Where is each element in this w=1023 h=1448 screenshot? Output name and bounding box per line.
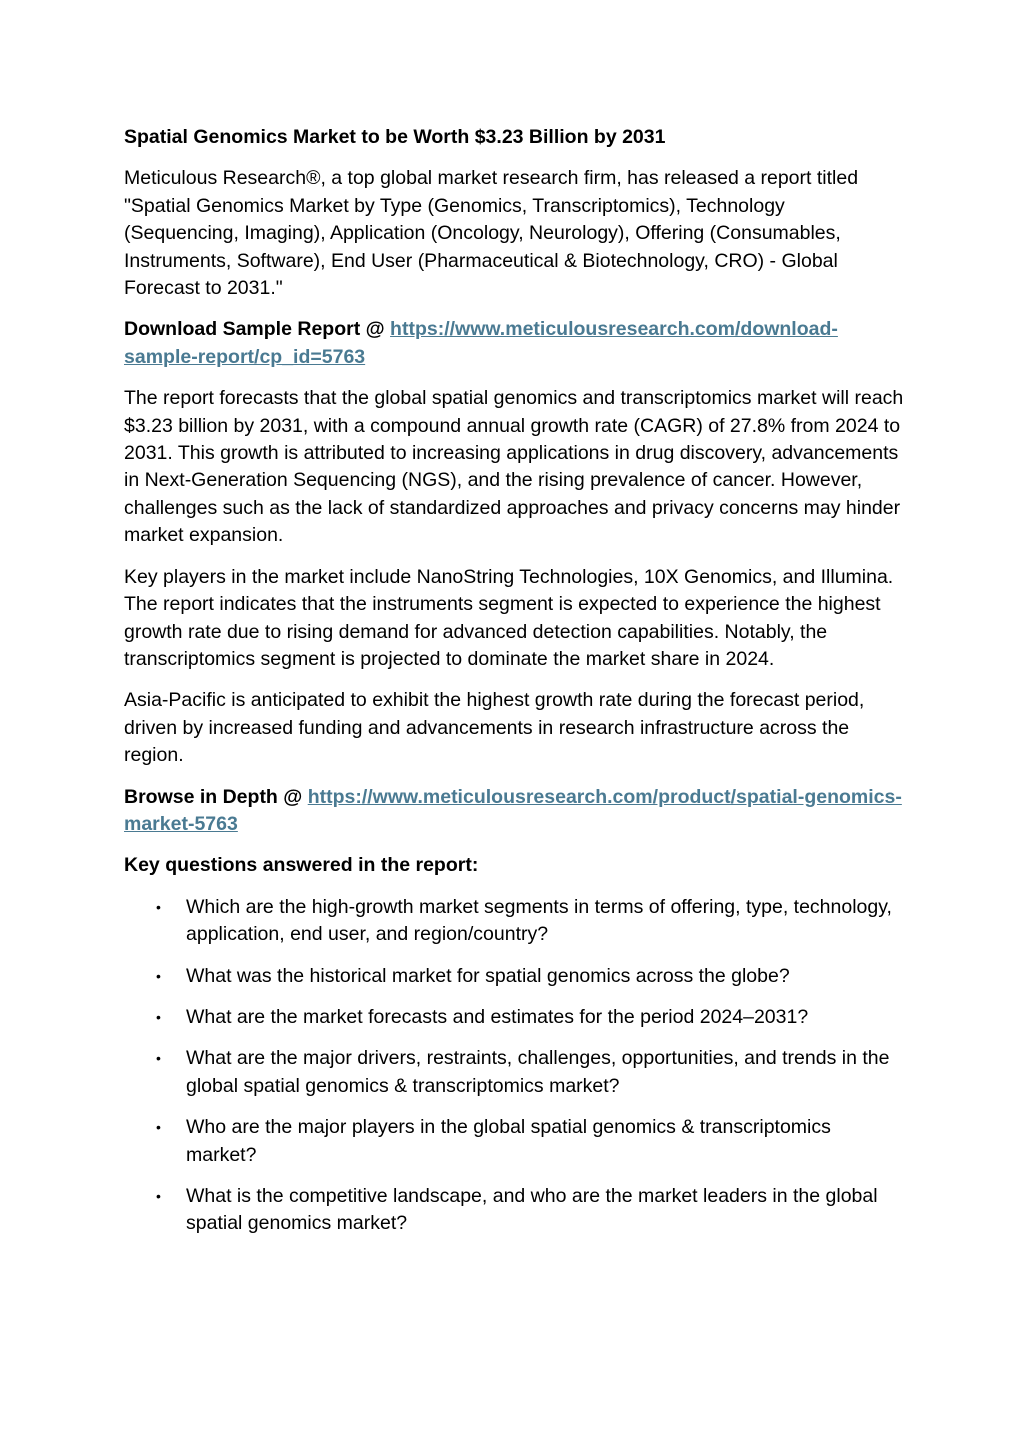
list-item bbox=[124, 1045, 904, 1100]
question-text: What was the historical market for spatial genomics across the globe? bbox=[186, 964, 790, 987]
question-text: What are the major drivers, restraints, challenges, opportunities, and trends in the global spatial genomics & transcriptomics market? bbox=[186, 1047, 890, 1097]
question-text: What are the market forecasts and estimates for the period 2024–2031? bbox=[186, 1005, 809, 1028]
list-item bbox=[124, 894, 904, 949]
bullet-icon: • bbox=[156, 898, 161, 915]
bullet-icon: • bbox=[156, 1188, 161, 1204]
download-sample-line bbox=[124, 316, 904, 371]
asia-pacific-paragraph: Asia-Pacific is anticipated to exhibit the highest growth rate during the forecast period, driven by increased funding and advancements in research infrastructure across the region. bbox=[124, 689, 865, 767]
download-sample-label: Download Sample Report @ bbox=[124, 318, 391, 341]
key-players-paragraph: Key players in the market include NanoString Technologies, 10X Genomics, and Illumina. The report indicates that the instruments segment is expected to experience the highest growth rate due to rising demand for advanced detection capabilities. Notably, the transcriptomics segment is projected to dominate the market share in 2024. bbox=[124, 565, 894, 670]
question-text: What is the competitive landscape, and who are the market leaders in the global spatial genomics market? bbox=[186, 1185, 878, 1235]
list-item bbox=[124, 1114, 904, 1169]
bullet-icon: • bbox=[156, 1119, 161, 1136]
intro-paragraph: Meticulous Research®, a top global market research firm, has released a report titled "Spatial Genomics Market by Type (Genomics, Transcriptomics), Technology (Sequencing, Imaging), Application (Oncology, Neurology), Offering (Consumables, Instruments, Software), End User (Pharmaceutical & Biotechnology, CRO) - Global Forecast to 2031." bbox=[124, 167, 859, 300]
list-item bbox=[124, 1183, 904, 1238]
download-sample-link[interactable]: https://www.meticulousresearch.com/download-sample-report/cp_id=5763 bbox=[124, 318, 838, 368]
key-questions-heading: Key questions answered in the report: bbox=[124, 854, 479, 877]
question-text: Who are the major players in the global spatial genomics & transcriptomics market? bbox=[186, 1116, 831, 1166]
browse-in-depth-label: Browse in Depth @ bbox=[124, 785, 308, 808]
document-title: Spatial Genomics Market to be Worth $3.23 Billion by 2031 bbox=[124, 126, 666, 148]
question-text: Which are the high-growth market segments in terms of offering, type, technology, application, end user, and region/country? bbox=[186, 895, 892, 946]
browse-in-depth-link[interactable]: https://www.meticulousresearch.com/product/spatial-genomics-market-5763 bbox=[124, 785, 902, 835]
list-item bbox=[124, 963, 904, 990]
bullet-icon: • bbox=[156, 1050, 161, 1067]
document-page bbox=[124, 124, 904, 1252]
browse-in-depth-line bbox=[124, 784, 904, 839]
key-questions-list bbox=[124, 894, 904, 1238]
forecast-paragraph: The report forecasts that the global spatial genomics and transcriptomics market will reach $3.23 billion by 2031, with a compound annual growth rate (CAGR) of 27.8% from 2024 to 2031. This growth is attributed to increasing applications in drug discovery, advancements in Next-Generation Sequencing (NGS), and the rising prevalence of cancer. However, challenges such as the lack of standardized approaches and privacy concerns may hinder market expansion. bbox=[124, 387, 904, 547]
list-item bbox=[124, 1004, 904, 1031]
bullet-icon: • bbox=[156, 1008, 161, 1025]
bullet-icon: • bbox=[156, 967, 161, 984]
